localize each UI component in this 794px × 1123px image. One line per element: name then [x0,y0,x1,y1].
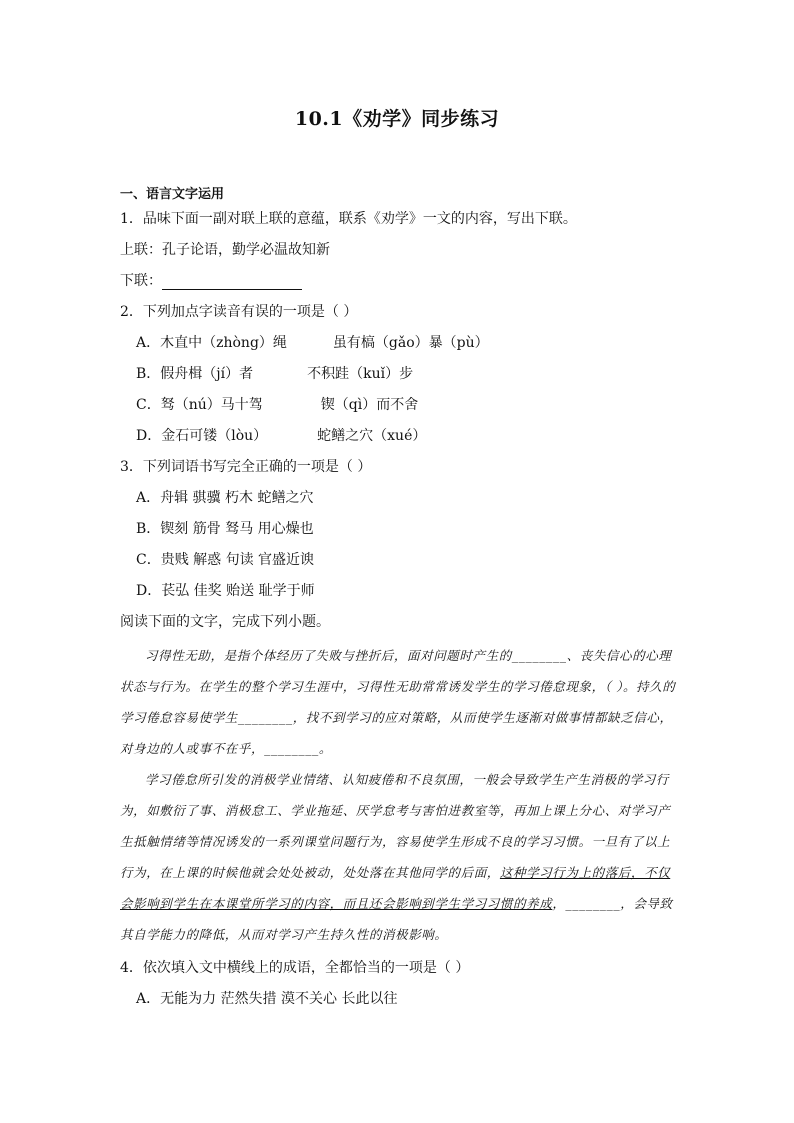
question-2-option [136,425,426,445]
passage-text: ，________，会导致其自学能力的降低，从而对学习产生持久性的消极影响。 [120,896,673,942]
option-part-b: 不积跬（kuǐ）步 [307,366,414,382]
question-4-option: A．无能为力 茫然失措 漠不关心 长此以往 [136,991,398,1007]
option-part-a: B．假舟楫（jí）者 [136,366,254,382]
passage-paragraph-2 [120,764,676,950]
couplet-lower [120,270,302,290]
question-2-option [136,332,489,352]
option-part-a: D．金石可镂（lòu） [136,428,268,444]
question-2-option [136,363,413,383]
question-2-stem: 2．下列加点字读音有误的一项是（ ） [120,304,358,320]
section-heading: 一、语言文字运用 [120,187,225,202]
question-2-option [136,394,418,414]
option-part-a: C．驽（nú）马十驾 [136,397,263,413]
couplet-lower-label: 下联： [120,273,162,289]
passage-text: 学习倦怠所引发的消极学业情绪、认知疲倦和不良氛围，一般会导致学生产生消极的学习行为，如敷衍了事、消极怠工、学业拖延、厌学怠考与害怕进教室等，再加上课上分心、对学习产生抵触情绪等情况诱发的一系列课堂问题行为，容易使学生形成不良的学习习惯。一旦有了以上行为，在上课的时候他就会处处被动，处处落在其他同学的后面， [120,772,671,880]
option-part-b: 虽有槁（gǎo）暴（pù） [332,335,489,351]
option-part-b: 锲（qì）而不舍 [320,397,419,413]
underlined-sentence: 这种学习行为上的落后，不仅会影响到学生在本课堂所学习的内容，而且还会影响到学生学习习惯的养成 [120,865,671,911]
question-4-stem: 4．依次填入文中横线上的成语，全都恰当的一项是（ ） [120,960,470,976]
question-3-option: A．舟辑 骐骥 朽木 蛇鳝之穴 [136,490,314,506]
page-title: 10.1《劝学》同步练习 [294,108,500,130]
question-3-option: C．贵贱 解惑 句读 官盛近谀 [136,552,315,568]
passage-text: 习得性无助，是指个体经历了失败与挫折后，面对问题时产生的________、丧失信心的心理状态与行为。在学生的整个学习生涯中，习得性无助常常诱发学生的学习倦怠现象，（ ）。持久的学习倦怠容易使学生________，找不到学习的应对策略，从而使学生逐渐对做事情都缺乏信心，对身边的人或事不在乎，________。 [120,648,676,756]
passage-paragraph-1 [120,640,676,764]
answer-blank[interactable] [162,275,302,290]
couplet-upper: 上联：孔子论语，勤学必温故知新 [120,242,330,258]
option-part-b: 蛇鳝之穴（xué） [317,428,427,444]
question-3-stem: 3．下列词语书写完全正确的一项是（ ） [120,459,372,475]
option-part-a: A．木直中（zhòng）绳 [136,335,287,351]
question-3-option: D．苌弘 佳奖 贻送 耻学于师 [136,583,315,599]
question-3-option: B．锲刻 筋骨 驽马 用心燥也 [136,521,314,537]
reading-intro: 阅读下面的文字，完成下列小题。 [120,614,330,630]
question-1-stem: 1．品味下面一副对联上联的意蕴，联系《劝学》一文的内容，写出下联。 [120,211,577,227]
